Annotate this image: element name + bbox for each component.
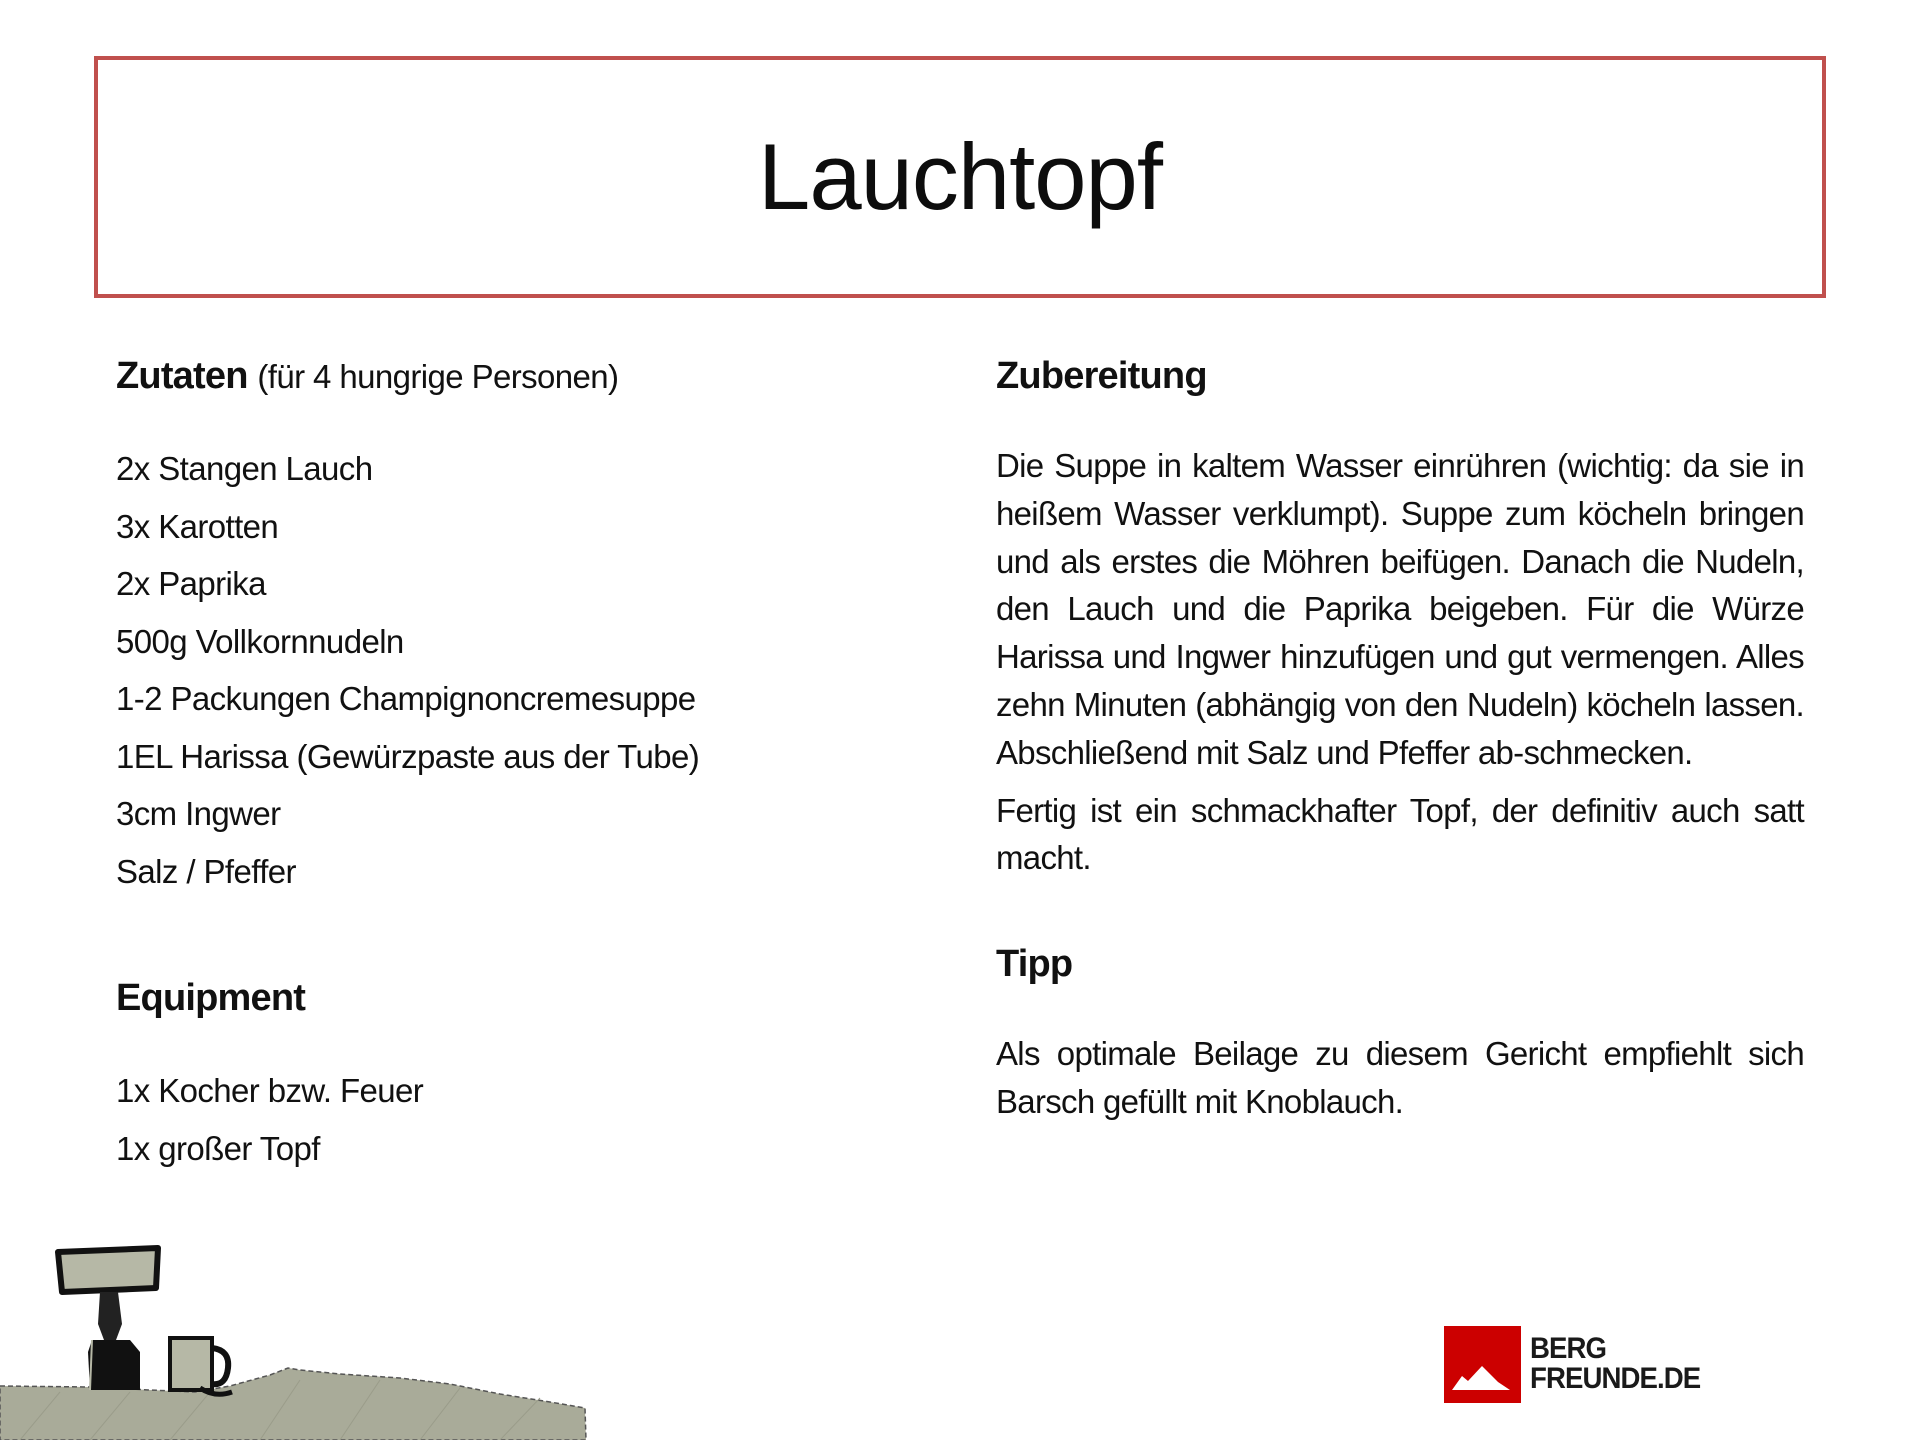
camping-stove-illustration xyxy=(0,1240,600,1440)
mug-icon xyxy=(170,1338,232,1394)
ingredients-heading-label: Zutaten xyxy=(116,355,248,397)
logo-wordmark xyxy=(1530,1334,1700,1394)
ingredient-item: 500g Vollkornnudeln xyxy=(116,622,404,660)
mountain-icon xyxy=(1444,1326,1521,1403)
title-box xyxy=(94,56,1826,298)
tip-text: Als optimale Beilage zu diesem Gericht empfiehlt sich Barsch gefüllt mit Knoblauch. xyxy=(996,1035,1804,1120)
ingredient-item: 2x Stangen Lauch xyxy=(116,450,373,487)
stove-icon xyxy=(58,1248,158,1390)
bergfreunde-logo xyxy=(1444,1325,1715,1403)
preparation-paragraph: Die Suppe in kaltem Wasser einrühren (wichtig: da sie in heißem Wasser verklumpt). Suppe zum köcheln bringen und als erstes die Möhren beifügen. Danach die Nudeln, den Lauch und die Paprika beigeben. Für die Würze Harissa und Ingwer hinzufügen und gut vermengen. Alles zehn Minuten (abhängig von den Nudeln) köcheln lassen. Abschließend mit Salz und Pfeffer ab-schmecken. xyxy=(996,447,1804,771)
ingredient-item: 1EL Harissa (Gewürzpaste aus der Tube) xyxy=(116,737,700,775)
ingredient-item: 1-2 Packungen Champignoncremesuppe xyxy=(116,680,696,717)
right-column xyxy=(996,350,1804,1126)
equipment-heading: Equipment xyxy=(116,977,306,1019)
logo-line-2: FREUNDE.DE xyxy=(1530,1362,1701,1395)
ground-icon xyxy=(0,1368,586,1440)
left-column xyxy=(116,350,936,1177)
equipment-list xyxy=(116,1062,936,1177)
ingredient-item: 3x Karotten xyxy=(116,507,279,545)
equipment-item: 1x großer Topf xyxy=(116,1129,320,1167)
tip-heading: Tipp xyxy=(996,943,1073,986)
logo-line-1: BERG xyxy=(1530,1332,1607,1365)
ingredient-item: Salz / Pfeffer xyxy=(116,852,296,890)
page-title: Lauchtopf xyxy=(758,124,1162,229)
equipment-item: 1x Kocher bzw. Feuer xyxy=(116,1072,424,1109)
ingredients-list xyxy=(116,440,936,900)
ingredient-item: 3cm Ingwer xyxy=(116,795,281,832)
ingredients-servings: (für 4 hungrige Personen) xyxy=(257,358,619,395)
ingredients-heading xyxy=(116,350,936,402)
ingredient-item: 2x Paprika xyxy=(116,565,266,602)
preparation-heading: Zubereitung xyxy=(996,355,1207,397)
preparation-paragraph: Fertig ist ein schmackhafter Topf, der definitiv auch satt macht. xyxy=(996,791,1804,877)
